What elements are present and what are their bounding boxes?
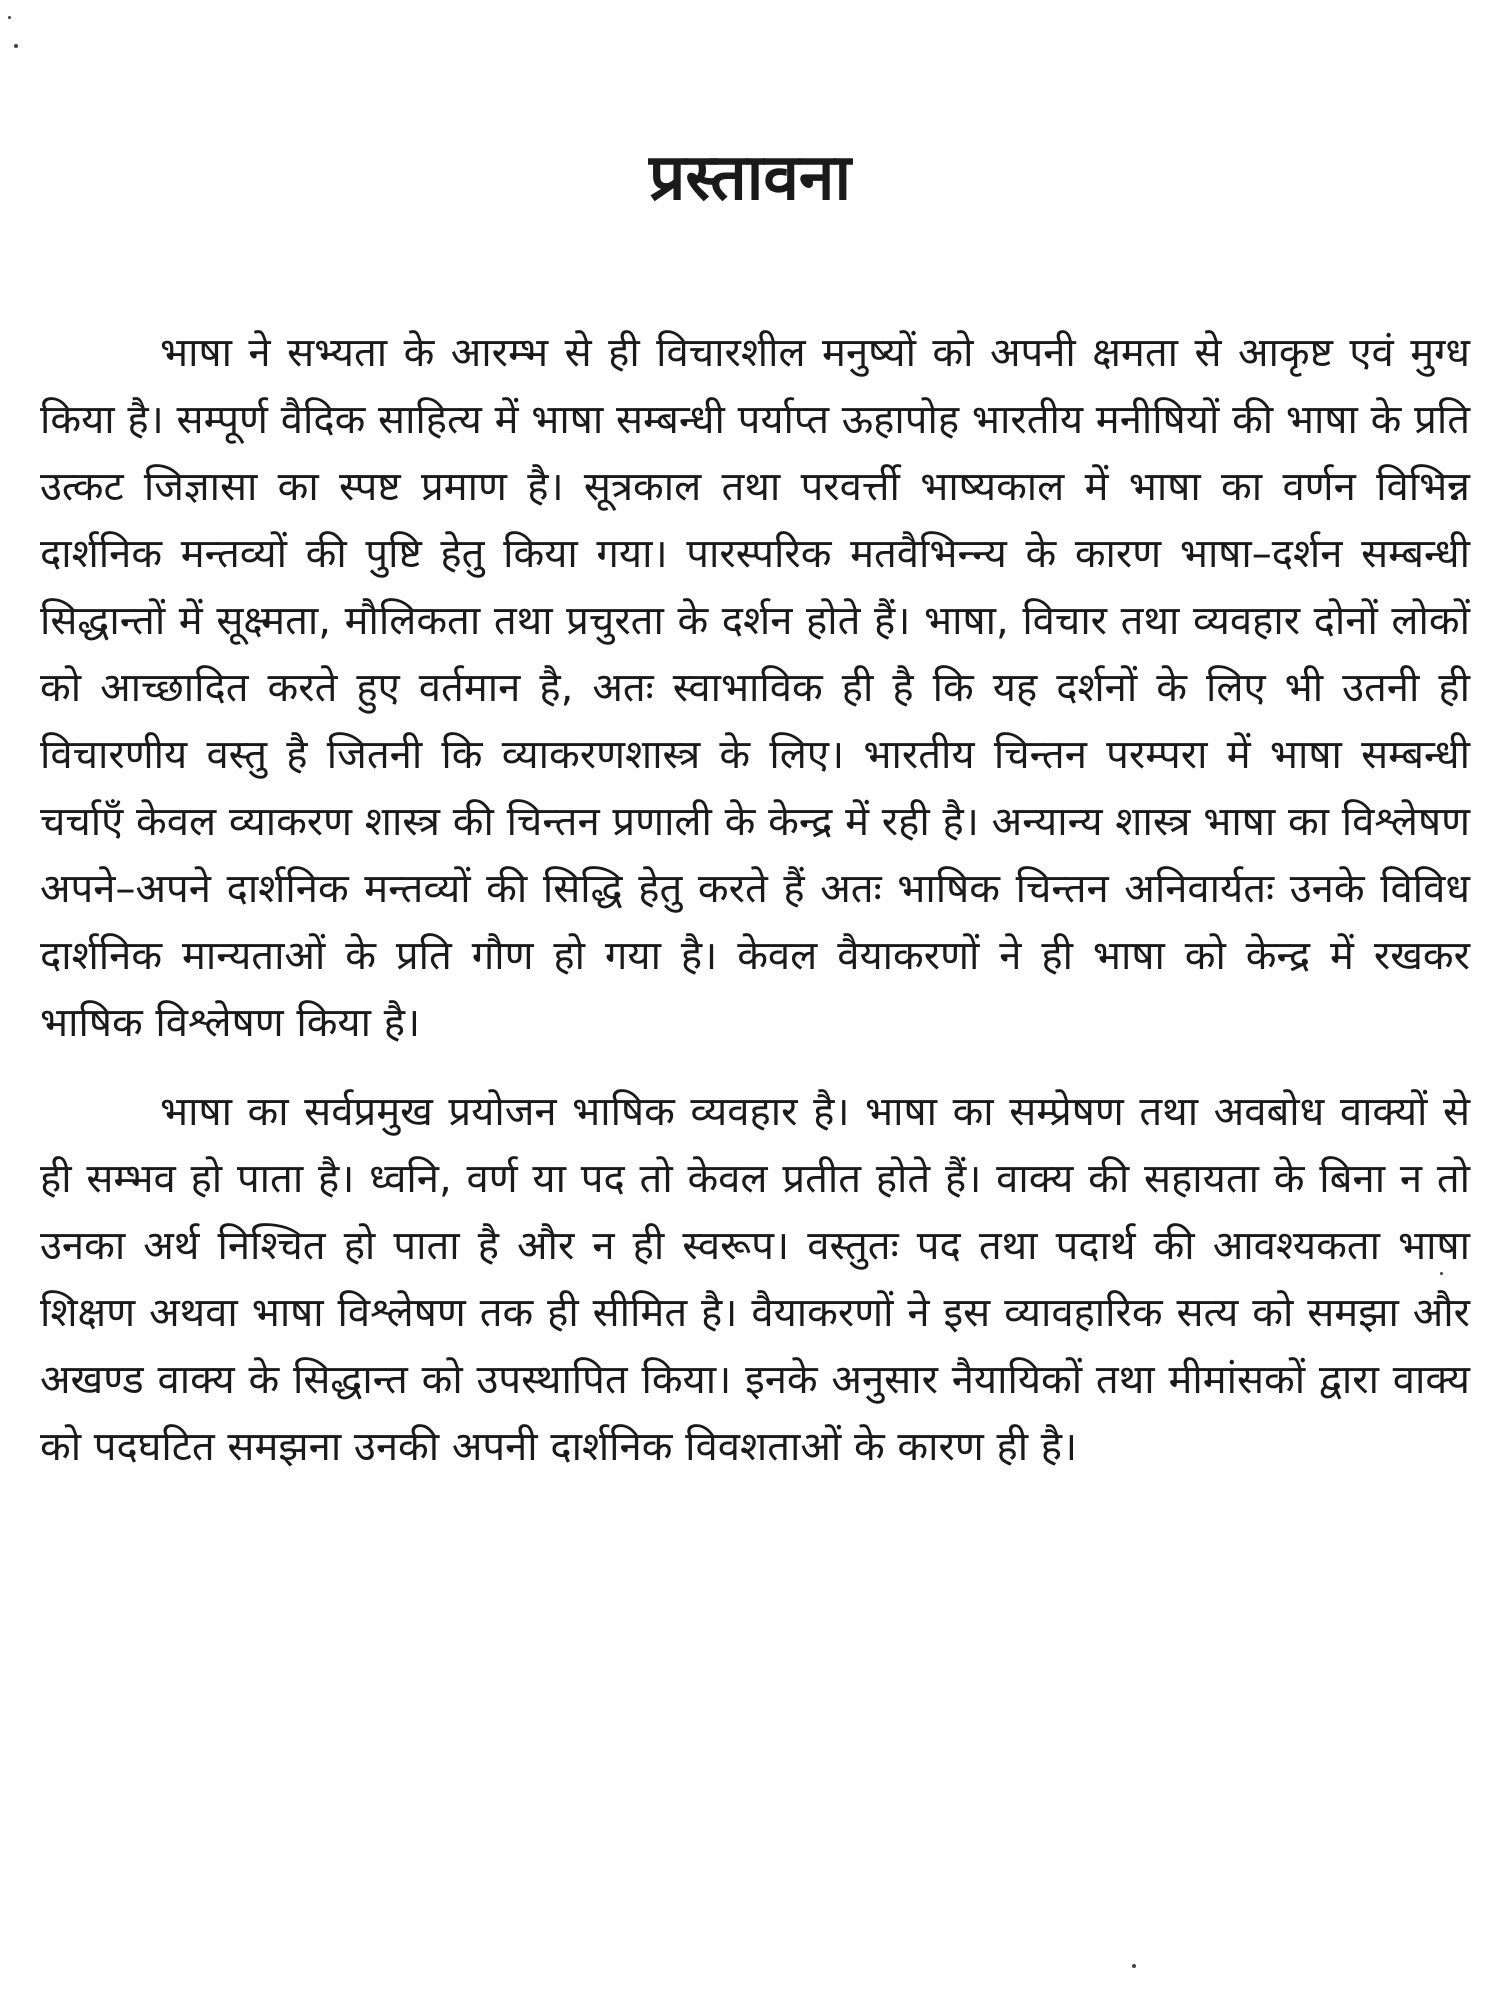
page-title: प्रस्तावना [648, 141, 852, 215]
paragraph-1: भाषा ने सभ्यता के आरम्भ से ही विचारशील मनुष्यों को अपनी क्षमता से आकृष्ट एवं मुग्ध किया है। सम्पूर्ण वैदिक साहित्य में भाषा सम्बन्धी पर्याप्त ऊहापोह भारतीय मनीषियों की भाषा के प्रति उत्कट जिज्ञासा का स्पष्ट प्रमाण है। सूत्रकाल तथा परवर्त्ती भाष्यकाल में भाषा का वर्णन विभिन्न दार्शनिक मन्तव्यों की पुष्टि हेतु किया गया। पारस्परिक मतवैभिन्न्य के कारण भाषा–दर्शन सम्बन्धी सिद्धान्तों में सूक्ष्मता, मौलिकता तथा प्रचुरता के दर्शन होते हैं। भाषा, विचार तथा व्यवहार दोनों लोकों को आच्छादित करते हुए वर्तमान है, अतः स्वाभाविक ही है कि यह दर्शनों के लिए भी उतनी ही विचारणीय वस्तु है जितनी कि व्याकरणशास्त्र के लिए। भारतीय चिन्तन परम्परा में भाषा सम्बन्धी चर्चाएँ केवल व्याकरण शास्त्र की चिन्तन प्रणाली के केन्द्र में रही है। अन्यान्य शास्त्र भाषा का विश्लेषण अपने–अपने दार्शनिक मन्तव्यों की सिद्धि हेतु करते हैं अतः भाषिक चिन्तन अनिवार्यतः उनके विविध दार्शनिक मान्यताओं के प्रति गौण हो गया है। केवल वैयाकरणों ने ही भाषा को केन्द्र में रखकर भाषिक विश्लेषण किया है। [40, 330, 1470, 1046]
paragraph-2: भाषा का सर्वप्रमुख प्रयोजन भाषिक व्यवहार है। भाषा का सम्प्रेषण तथा अवबोध वाक्यों से ही सम्भव हो पाता है। ध्वनि, वर्ण या पद तो केवल प्रतीत होते हैं। वाक्य की सहायता के बिना न तो उनका अर्थ निश्चित हो पाता है और न ही स्वरूप। वस्तुतः पद तथा पदार्थ की आवश्यकता भाषा शिक्षण अथवा भाषा विश्लेषण तक ही सीमित है। वैयाकरणों ने इस व्यावहारिक सत्य को समझा और अखण्ड वाक्य के सिद्धान्त को उपस्थापित किया। इनके अनुसार नैयायिकों तथा मीमांसकों द्वारा वाक्य को पदघटित समझना उनकी अपनी दार्शनिक विवशताओं के कारण ही है। [40, 1089, 1470, 1470]
scan-speck [8, 16, 11, 19]
scan-speck [14, 44, 18, 48]
scan-speck [1132, 1964, 1136, 1968]
body-text [40, 320, 1470, 1481]
